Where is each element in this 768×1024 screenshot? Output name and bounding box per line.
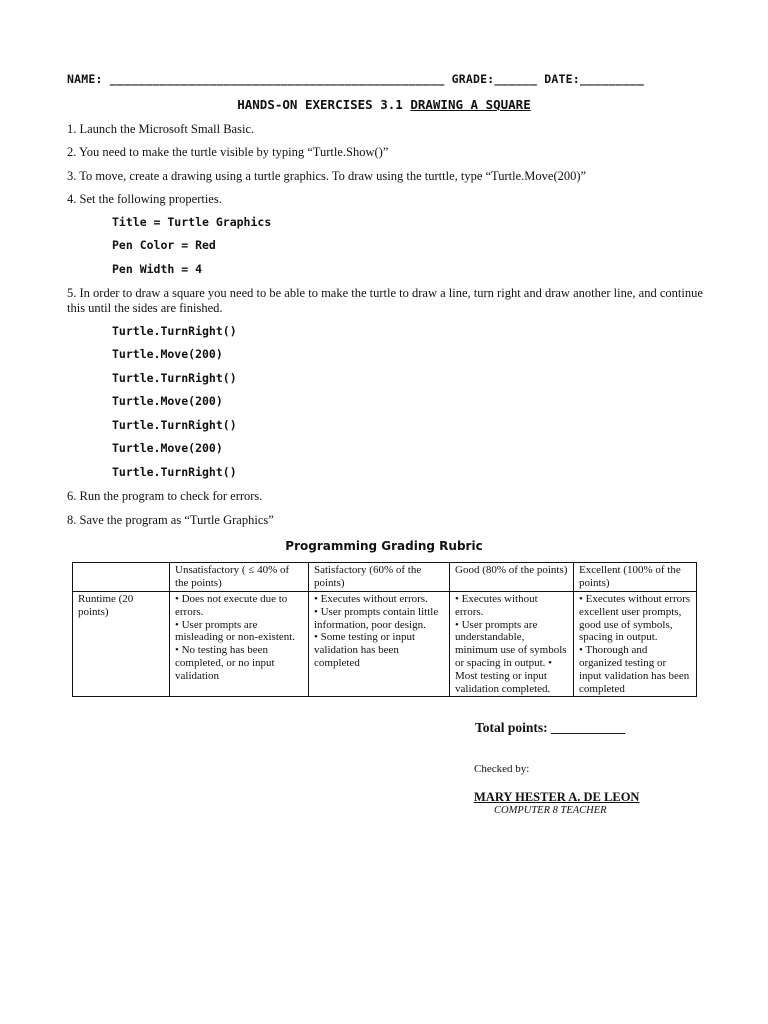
rubric-header-unsatisfactory: Unsatisfactory ( ≤ 40% of the points) — [170, 563, 309, 592]
step-2: 2. You need to make the turtle visible by typing “Turtle.Show()” — [67, 145, 389, 159]
rubric-header-empty — [73, 563, 170, 592]
rubric-cell-unsatisfactory — [170, 592, 309, 697]
page-title — [0, 97, 768, 112]
rubric-criterion: • Executes without errors excellent user prompts, good use of symbols, spacing in output. — [579, 593, 691, 644]
step-3: 3. To move, create a drawing using a turtle graphics. To draw using the turttle, type “Turtle.Move(200)” — [67, 169, 587, 183]
code-line: Turtle.TurnRight() — [112, 465, 237, 479]
step-6: 6. Run the program to check for errors. — [67, 489, 263, 503]
code-line: Turtle.TurnRight() — [112, 371, 237, 385]
rubric-header-excellent: Excellent (100% of the points) — [574, 563, 697, 592]
rubric-criterion: • Executes without errors. — [455, 593, 538, 618]
step-5: 5. In order to draw a square you need to be able to make the turtle to draw a line, turn right and draw another line, and continue this until the sides are finished. — [67, 286, 703, 315]
rubric-criterion: • User prompts contain little information, poor design. — [314, 605, 439, 631]
step-8: 8. Save the program as “Turtle Graphics” — [67, 513, 274, 527]
title-prefix: HANDS-ON EXERCISES 3.1 — [237, 97, 411, 112]
teacher-role: COMPUTER 8 TEACHER — [494, 805, 607, 816]
rubric-title: Programming Grading Rubric — [285, 539, 483, 553]
rubric-cell-good — [450, 592, 574, 697]
rubric-criterion: • User prompts are understandable, minimum use of symbols or spacing in output. • Most testing or input validation completed. — [455, 618, 567, 695]
step-4: 4. Set the following properties. — [67, 192, 222, 206]
checked-by-label: Checked by: — [474, 763, 530, 775]
title-underlined: DRAWING A SQUARE — [410, 97, 531, 112]
code-line: Turtle.Move(200) — [112, 394, 223, 408]
name-grade-date-line: NAME: _______________________________________________ GRADE:______ DATE:_________ — [67, 72, 645, 86]
code-line: Turtle.Move(200) — [112, 347, 223, 361]
rubric-criterion: • User prompts are misleading or non-existent. — [175, 618, 296, 644]
code-line: Turtle.TurnRight() — [112, 418, 237, 432]
rubric-cell-excellent — [574, 592, 697, 697]
property-pen-color: Pen Color = Red — [112, 238, 216, 252]
property-title: Title = Turtle Graphics — [112, 215, 272, 229]
grading-rubric-table — [72, 562, 697, 697]
code-line: Turtle.TurnRight() — [112, 324, 237, 338]
step-1: 1. Launch the Microsoft Small Basic. — [67, 122, 255, 136]
rubric-criterion: • Executes without errors. — [314, 593, 428, 605]
rubric-criterion: • No testing has been completed, or no input validation — [175, 644, 275, 682]
property-pen-width: Pen Width = 4 — [112, 262, 203, 276]
rubric-row-label: Runtime (20 points) — [73, 592, 170, 697]
rubric-criterion: • Does not execute due to errors. — [175, 593, 288, 618]
code-line: Turtle.Move(200) — [112, 441, 223, 455]
teacher-name: MARY HESTER A. DE LEON — [474, 790, 640, 804]
rubric-header-satisfactory: Satisfactory (60% of the points) — [309, 563, 450, 592]
rubric-header-good: Good (80% of the points) — [450, 563, 574, 592]
rubric-criterion: • Thorough and organized testing or input validation has been completed — [579, 644, 690, 695]
rubric-cell-satisfactory — [309, 592, 450, 697]
rubric-header-row — [73, 563, 697, 592]
rubric-runtime-row — [73, 592, 697, 697]
total-points: Total points: ___________ — [475, 720, 626, 735]
rubric-criterion: • Some testing or input validation has been completed — [314, 631, 416, 669]
